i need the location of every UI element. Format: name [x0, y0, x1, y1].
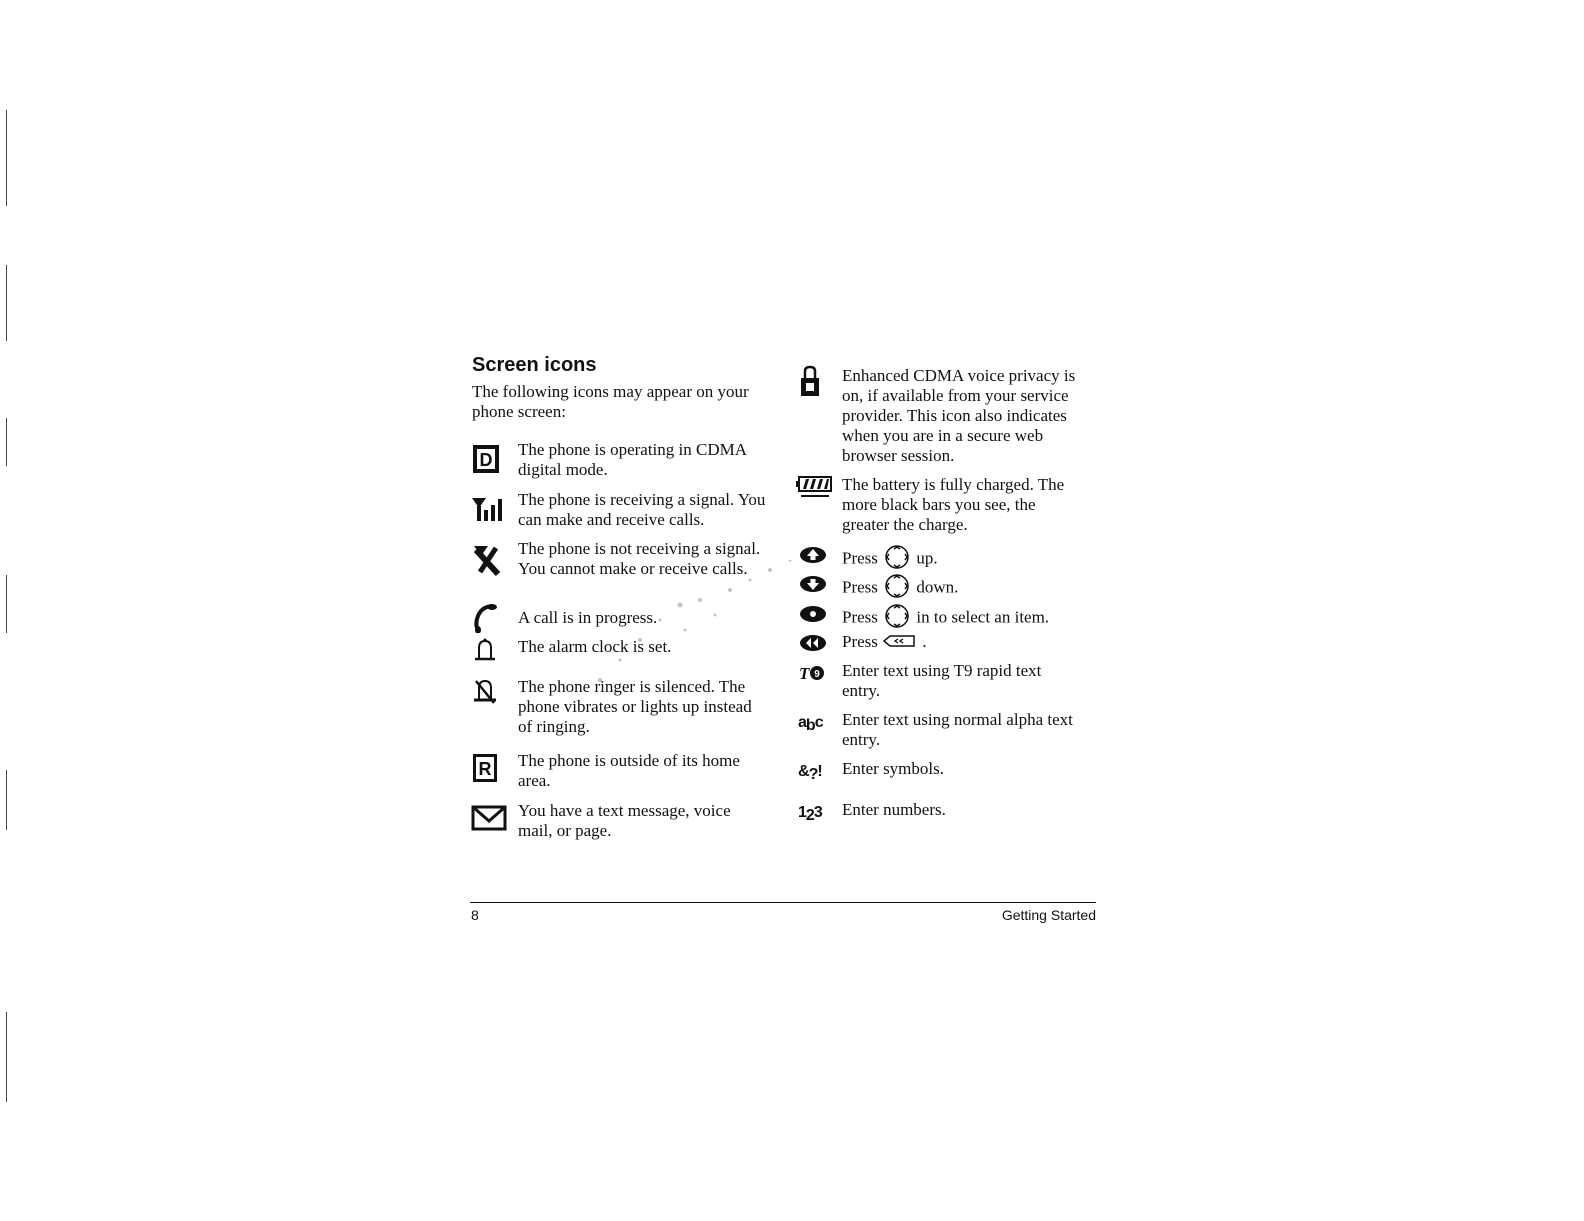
section-intro: The following icons may appear on your phone screen: — [472, 382, 749, 421]
svg-text:T: T — [799, 664, 810, 683]
item-text: The phone is receiving a signal. You can make and receive calls. — [518, 490, 766, 529]
voice-privacy-lock-icon — [798, 364, 822, 398]
call-in-progress-icon — [470, 602, 500, 634]
draft-watermark — [590, 560, 810, 700]
list-item — [798, 544, 1088, 570]
nav-key-icon — [882, 603, 912, 634]
list-item — [798, 710, 1088, 752]
scan-edge-mark — [6, 265, 7, 341]
press-label: Press — [842, 548, 878, 568]
list-item — [470, 801, 770, 843]
period-label: . — [922, 632, 927, 651]
direction-label: in to select an item. — [916, 607, 1050, 627]
no-signal-icon — [470, 541, 504, 577]
battery-icon — [794, 473, 834, 499]
item-text — [842, 573, 1082, 604]
item-text: Enter text using normal alpha text entry. — [842, 710, 1073, 749]
item-text — [842, 544, 1082, 575]
press-label: Press — [842, 632, 878, 651]
press-label: Press — [842, 577, 878, 597]
list-item — [798, 573, 1088, 599]
clear-key-icon — [882, 633, 918, 654]
direction-label: up. — [916, 548, 938, 568]
item-text: You have a text message, voice mail, or page. — [518, 801, 731, 840]
scan-edge-mark — [6, 1012, 7, 1102]
svg-text:9: 9 — [814, 669, 820, 680]
item-text: A call is in progress. — [518, 608, 658, 627]
message-envelope-icon — [470, 803, 508, 833]
svg-text:D: D — [479, 450, 493, 470]
list-item — [470, 440, 770, 482]
scan-edge-mark — [6, 770, 7, 830]
item-text: The phone ringer is silenced. The phone vibrates or lights up instead of ringing. — [518, 677, 752, 736]
scan-edge-mark — [6, 575, 7, 633]
item-text: Enter symbols. — [842, 759, 944, 778]
footer-section-name: Getting Started — [1001, 907, 1096, 923]
scan-edge-mark — [6, 418, 7, 466]
section-title: Screen icons — [472, 354, 597, 376]
item-text: The phone is outside of its home area. — [518, 751, 740, 790]
list-item — [470, 751, 770, 793]
symbols-icon: & ? ! — [798, 763, 822, 783]
list-item — [798, 603, 1088, 629]
digital-mode-icon — [470, 442, 502, 476]
list-item — [798, 661, 1088, 703]
page-number: 8 — [471, 907, 479, 923]
item-text — [842, 603, 1082, 634]
signal-strength-icon — [470, 494, 506, 524]
numbers-icon: 1 2 3 — [798, 804, 822, 824]
item-text — [842, 632, 1082, 654]
item-text: The alarm clock is set. — [518, 637, 672, 656]
alarm-bell-icon — [470, 635, 500, 667]
nav-key-icon — [882, 573, 912, 604]
item-text: The phone is operating in CDMA digital mode. — [518, 440, 747, 479]
list-item — [798, 759, 1088, 785]
list-item — [798, 475, 1088, 537]
list-item — [798, 632, 1088, 658]
nav-key-icon — [882, 544, 912, 575]
item-text: The battery is fully charged. The more black bars you see, the greater the charge. — [842, 475, 1065, 534]
footer-rule — [470, 902, 1096, 903]
item-text: Enhanced CDMA voice privacy is on, if available from your service provider. This icon also indicates when you are in a secure web browser session. — [842, 366, 1076, 465]
scan-edge-mark — [6, 110, 7, 206]
item-text: The phone is not receiving a signal. You cannot make or receive calls. — [518, 539, 761, 578]
list-item — [798, 366, 1088, 466]
list-item — [470, 490, 770, 532]
roaming-icon — [470, 751, 500, 785]
ringer-silenced-icon — [470, 675, 500, 709]
list-item — [798, 800, 1088, 826]
press-label: Press — [842, 607, 878, 627]
item-text: Enter text using T9 rapid text entry. — [842, 661, 1042, 700]
svg-text:R: R — [478, 759, 492, 779]
direction-label: down. — [916, 577, 959, 597]
abc-icon: a b c — [798, 714, 823, 734]
item-text: Enter numbers. — [842, 800, 946, 819]
